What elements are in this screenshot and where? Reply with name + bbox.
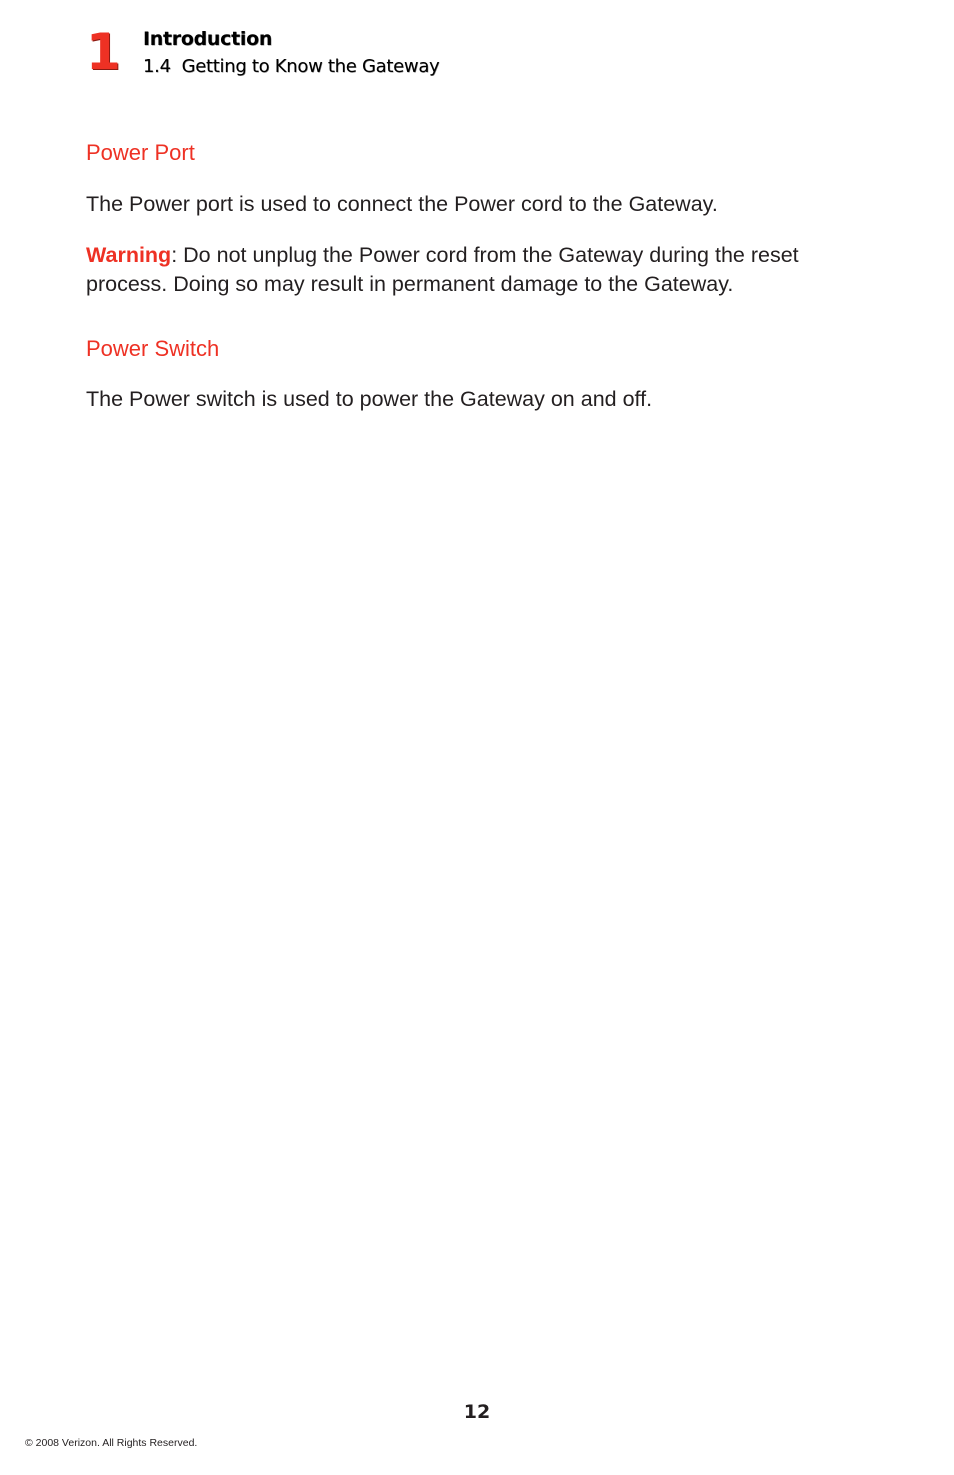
power-switch-description: The Power switch is used to power the Gateway on and off. xyxy=(86,387,653,411)
warning-text: : Do not unplug the Power cord from the Gateway during the reset process. Doing so may result in permanent damage to the Gateway. xyxy=(86,243,799,296)
warning-label: Warning xyxy=(86,243,172,267)
copyright-notice: © 2008 Verizon. All Rights Reserved. xyxy=(25,1437,198,1449)
chapter-number: 1 xyxy=(86,23,121,81)
power-port-heading: Power Port xyxy=(86,140,195,165)
power-port-description: The Power port is used to connect the Power cord to the Gateway. xyxy=(86,192,718,216)
page-number: 12 xyxy=(463,1401,491,1423)
power-switch-heading: Power Switch xyxy=(86,336,220,361)
section-title: 1.4 Getting to Know the Gateway xyxy=(143,56,440,77)
chapter-title: Introduction xyxy=(143,28,273,50)
power-port-warning xyxy=(86,241,866,298)
